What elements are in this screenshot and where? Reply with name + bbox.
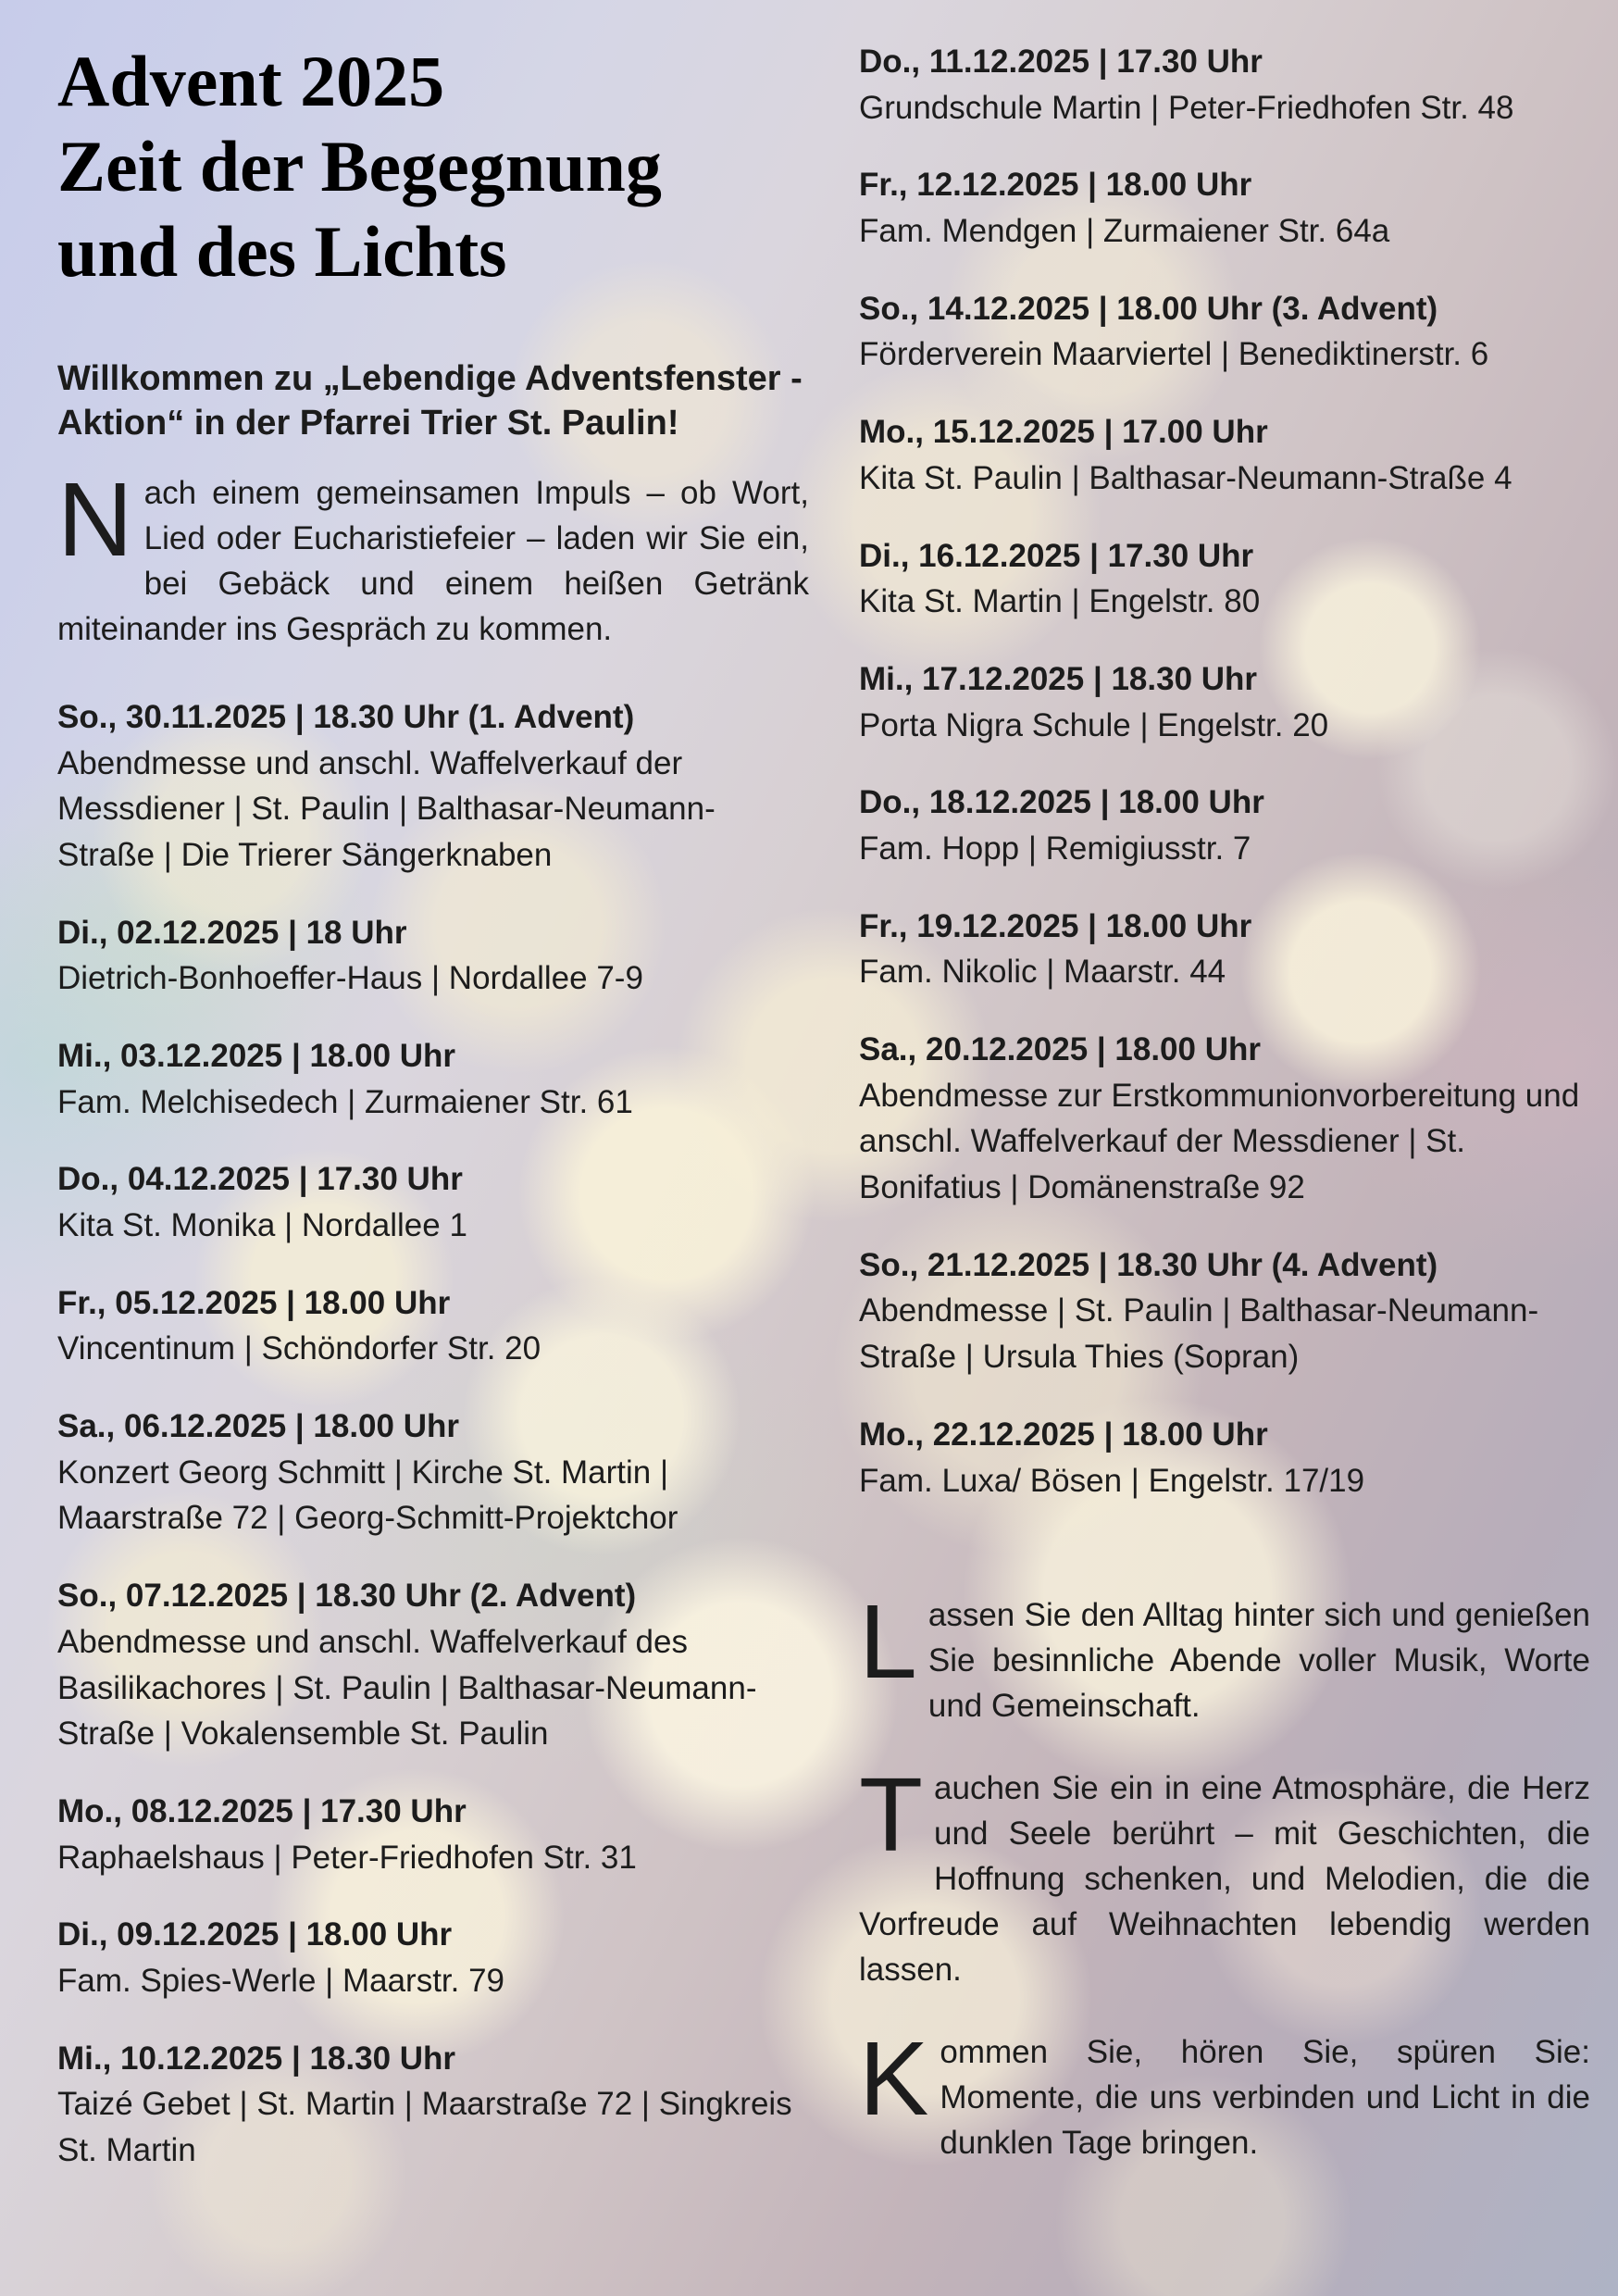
event-date: Mo., 15.12.2025 | 17.00 Uhr [859, 414, 1268, 451]
event-date: Fr., 05.12.2025 | 18.00 Uhr [57, 1284, 451, 1321]
closing-paragraphs [859, 1583, 1590, 2165]
event-date: Mo., 08.12.2025 | 17.30 Uhr [57, 1792, 467, 1829]
event-location: Fam. Luxa/ Bösen | Engelstr. 17/19 [859, 1462, 1365, 1499]
event-location: Fam. Hopp | Remigiusstr. 7 [859, 830, 1251, 867]
right-column [859, 39, 1590, 2202]
event-list-right [859, 39, 1590, 1504]
event-date: So., 07.12.2025 | 18.30 Uhr (2. Advent) [57, 1578, 637, 1615]
closing-paragraph-1 [859, 1583, 1590, 1728]
event-location: Abendmesse und anschl. Waffelverkauf der Messdiener | St. Paulin | Balthasar-Neumann-Straße | Die Trierer Sängerknaben [57, 744, 716, 873]
event-date: Fr., 12.12.2025 | 18.00 Uhr [859, 167, 1252, 204]
event-location: Abendmesse | St. Paulin | Balthasar-Neumann-Straße | Ursula Thies (Sopran) [859, 1292, 1539, 1376]
event [859, 533, 1590, 625]
title-line-3: und des Lichts [57, 211, 507, 293]
event [859, 1027, 1590, 1211]
event-location: Konzert Georg Schmitt | Kirche St. Martin | Maarstraße 72 | Georg-Schmitt-Projektchor [57, 1454, 678, 1537]
event-location: Grundschule Martin | Peter-Friedhofen Str. 48 [859, 89, 1514, 126]
event-date: Do., 04.12.2025 | 17.30 Uhr [57, 1161, 463, 1198]
event-date: So., 21.12.2025 | 18.30 Uhr (4. Advent) [859, 1246, 1438, 1283]
event-date: Mi., 17.12.2025 | 18.30 Uhr [859, 660, 1258, 697]
event-location: Fam. Melchisedech | Zurmaiener Str. 61 [57, 1083, 633, 1120]
event-location: Kita St. Monika | Nordallee 1 [57, 1207, 467, 1244]
event-location: Raphaelshaus | Peter-Friedhofen Str. 31 [57, 1839, 637, 1876]
closing-dropcap-1: L [859, 1583, 917, 1701]
event [859, 39, 1590, 131]
event-location: Fam. Mendgen | Zurmaiener Str. 64a [859, 213, 1390, 250]
event [57, 2036, 809, 2174]
title-line-1: Advent 2025 [57, 41, 445, 121]
event-location: Fam. Spies-Werle | Maarstr. 79 [57, 1962, 505, 1999]
event-date: Mi., 10.12.2025 | 18.30 Uhr [57, 2040, 456, 2077]
event-date: Di., 02.12.2025 | 18 Uhr [57, 914, 407, 951]
event-date: Di., 16.12.2025 | 17.30 Uhr [859, 537, 1254, 574]
intro-dropcap: N [57, 460, 133, 578]
event-location: Porta Nigra Schule | Engelstr. 20 [859, 706, 1329, 743]
event-location: Abendmesse und anschl. Waffelverkauf des Basilikachores | St. Paulin | Balthasar-Neumann-Straße | Vokalensemble St. Paulin [57, 1623, 757, 1753]
event [57, 694, 809, 879]
event [57, 1404, 809, 1541]
event [859, 1242, 1590, 1380]
event [57, 1156, 809, 1248]
event-date: Do., 11.12.2025 | 17.30 Uhr [859, 44, 1263, 80]
event-location: Taizé Gebet | St. Martin | Maarstraße 72 | Singkreis St. Martin [57, 2086, 792, 2169]
event [57, 1033, 809, 1125]
event [859, 656, 1590, 748]
event-date: Fr., 19.12.2025 | 18.00 Uhr [859, 907, 1252, 944]
event-location: Kita St. Martin | Engelstr. 80 [859, 583, 1261, 620]
title-line-2: Zeit der Begegnung [57, 126, 662, 207]
event [859, 1412, 1590, 1504]
event [859, 780, 1590, 871]
closing-dropcap-2: T [859, 1756, 924, 1874]
event-date: So., 30.11.2025 | 18.30 Uhr (1. Advent) [57, 698, 635, 735]
event-date: Mi., 03.12.2025 | 18.00 Uhr [57, 1037, 456, 1074]
event [57, 1789, 809, 1880]
event-location: Förderverein Maarviertel | Benediktinerstr. 6 [859, 336, 1489, 373]
event [57, 1573, 809, 1757]
event-location: Dietrich-Bonhoeffer-Haus | Nordallee 7-9 [57, 960, 643, 997]
closing-dropcap-3: K [859, 2020, 929, 2138]
closing-text-3: ommen Sie, hören Sie, spüren Sie: Momente, die uns verbinden und Licht in die dunklen Tage bringen. [940, 2034, 1590, 2162]
event-location: Vincentinum | Schöndorfer Str. 20 [57, 1330, 541, 1367]
event-list-left [57, 694, 809, 2174]
event-date: Sa., 06.12.2025 | 18.00 Uhr [57, 1408, 459, 1445]
event [859, 904, 1590, 995]
event-location: Abendmesse zur Erstkommunionvorbereitung und anschl. Waffelverkauf der Messdiener | St. Bonifatius | Domänenstraße 92 [859, 1077, 1580, 1206]
closing-text-1: assen Sie den Alltag hinter sich und genießen Sie besinnliche Abende voller Musik, Worte und Gemeinschaft. [927, 1597, 1590, 1725]
event-date: Di., 09.12.2025 | 18.00 Uhr [57, 1916, 453, 1953]
event-date: So., 14.12.2025 | 18.00 Uhr (3. Advent) [859, 290, 1438, 327]
left-column [57, 39, 809, 2174]
event [57, 1912, 809, 2003]
closing-paragraph-2 [859, 1756, 1590, 1992]
event [859, 286, 1590, 378]
event-date: Do., 18.12.2025 | 18.00 Uhr [859, 784, 1264, 821]
event [859, 162, 1590, 254]
event [859, 409, 1590, 501]
event-date: Mo., 22.12.2025 | 18.00 Uhr [859, 1416, 1268, 1453]
page-title [57, 39, 809, 294]
event [57, 910, 809, 1002]
closing-text-2: auchen Sie ein in eine Atmosphäre, die Herz und Seele berührt – mit Geschichten, die Hoffnung schenken, und Melodien, die die Vorfreude auf Weihnachten lebendig werden lassen. [859, 1770, 1590, 1989]
event-location: Kita St. Paulin | Balthasar-Neumann-Straße 4 [859, 459, 1512, 496]
event [57, 1280, 809, 1372]
event-location: Fam. Nikolic | Maarstr. 44 [859, 954, 1226, 991]
closing-paragraph-3 [859, 2020, 1590, 2165]
event-date: Sa., 20.12.2025 | 18.00 Uhr [859, 1031, 1261, 1067]
intro-paragraph [57, 460, 809, 652]
intro-text: ach einem gemeinsamen Impuls – ob Wort, Lied oder Eucharistiefeier – laden wir Sie ein, bei Gebäck und einem heißen Getränk miteinander ins Gespräch zu kommen. [57, 474, 809, 647]
welcome-heading: Willkommen zu „Lebendige Adventsfenster - Aktion“ in der Pfarrei Trier St. Paulin! [57, 359, 803, 443]
